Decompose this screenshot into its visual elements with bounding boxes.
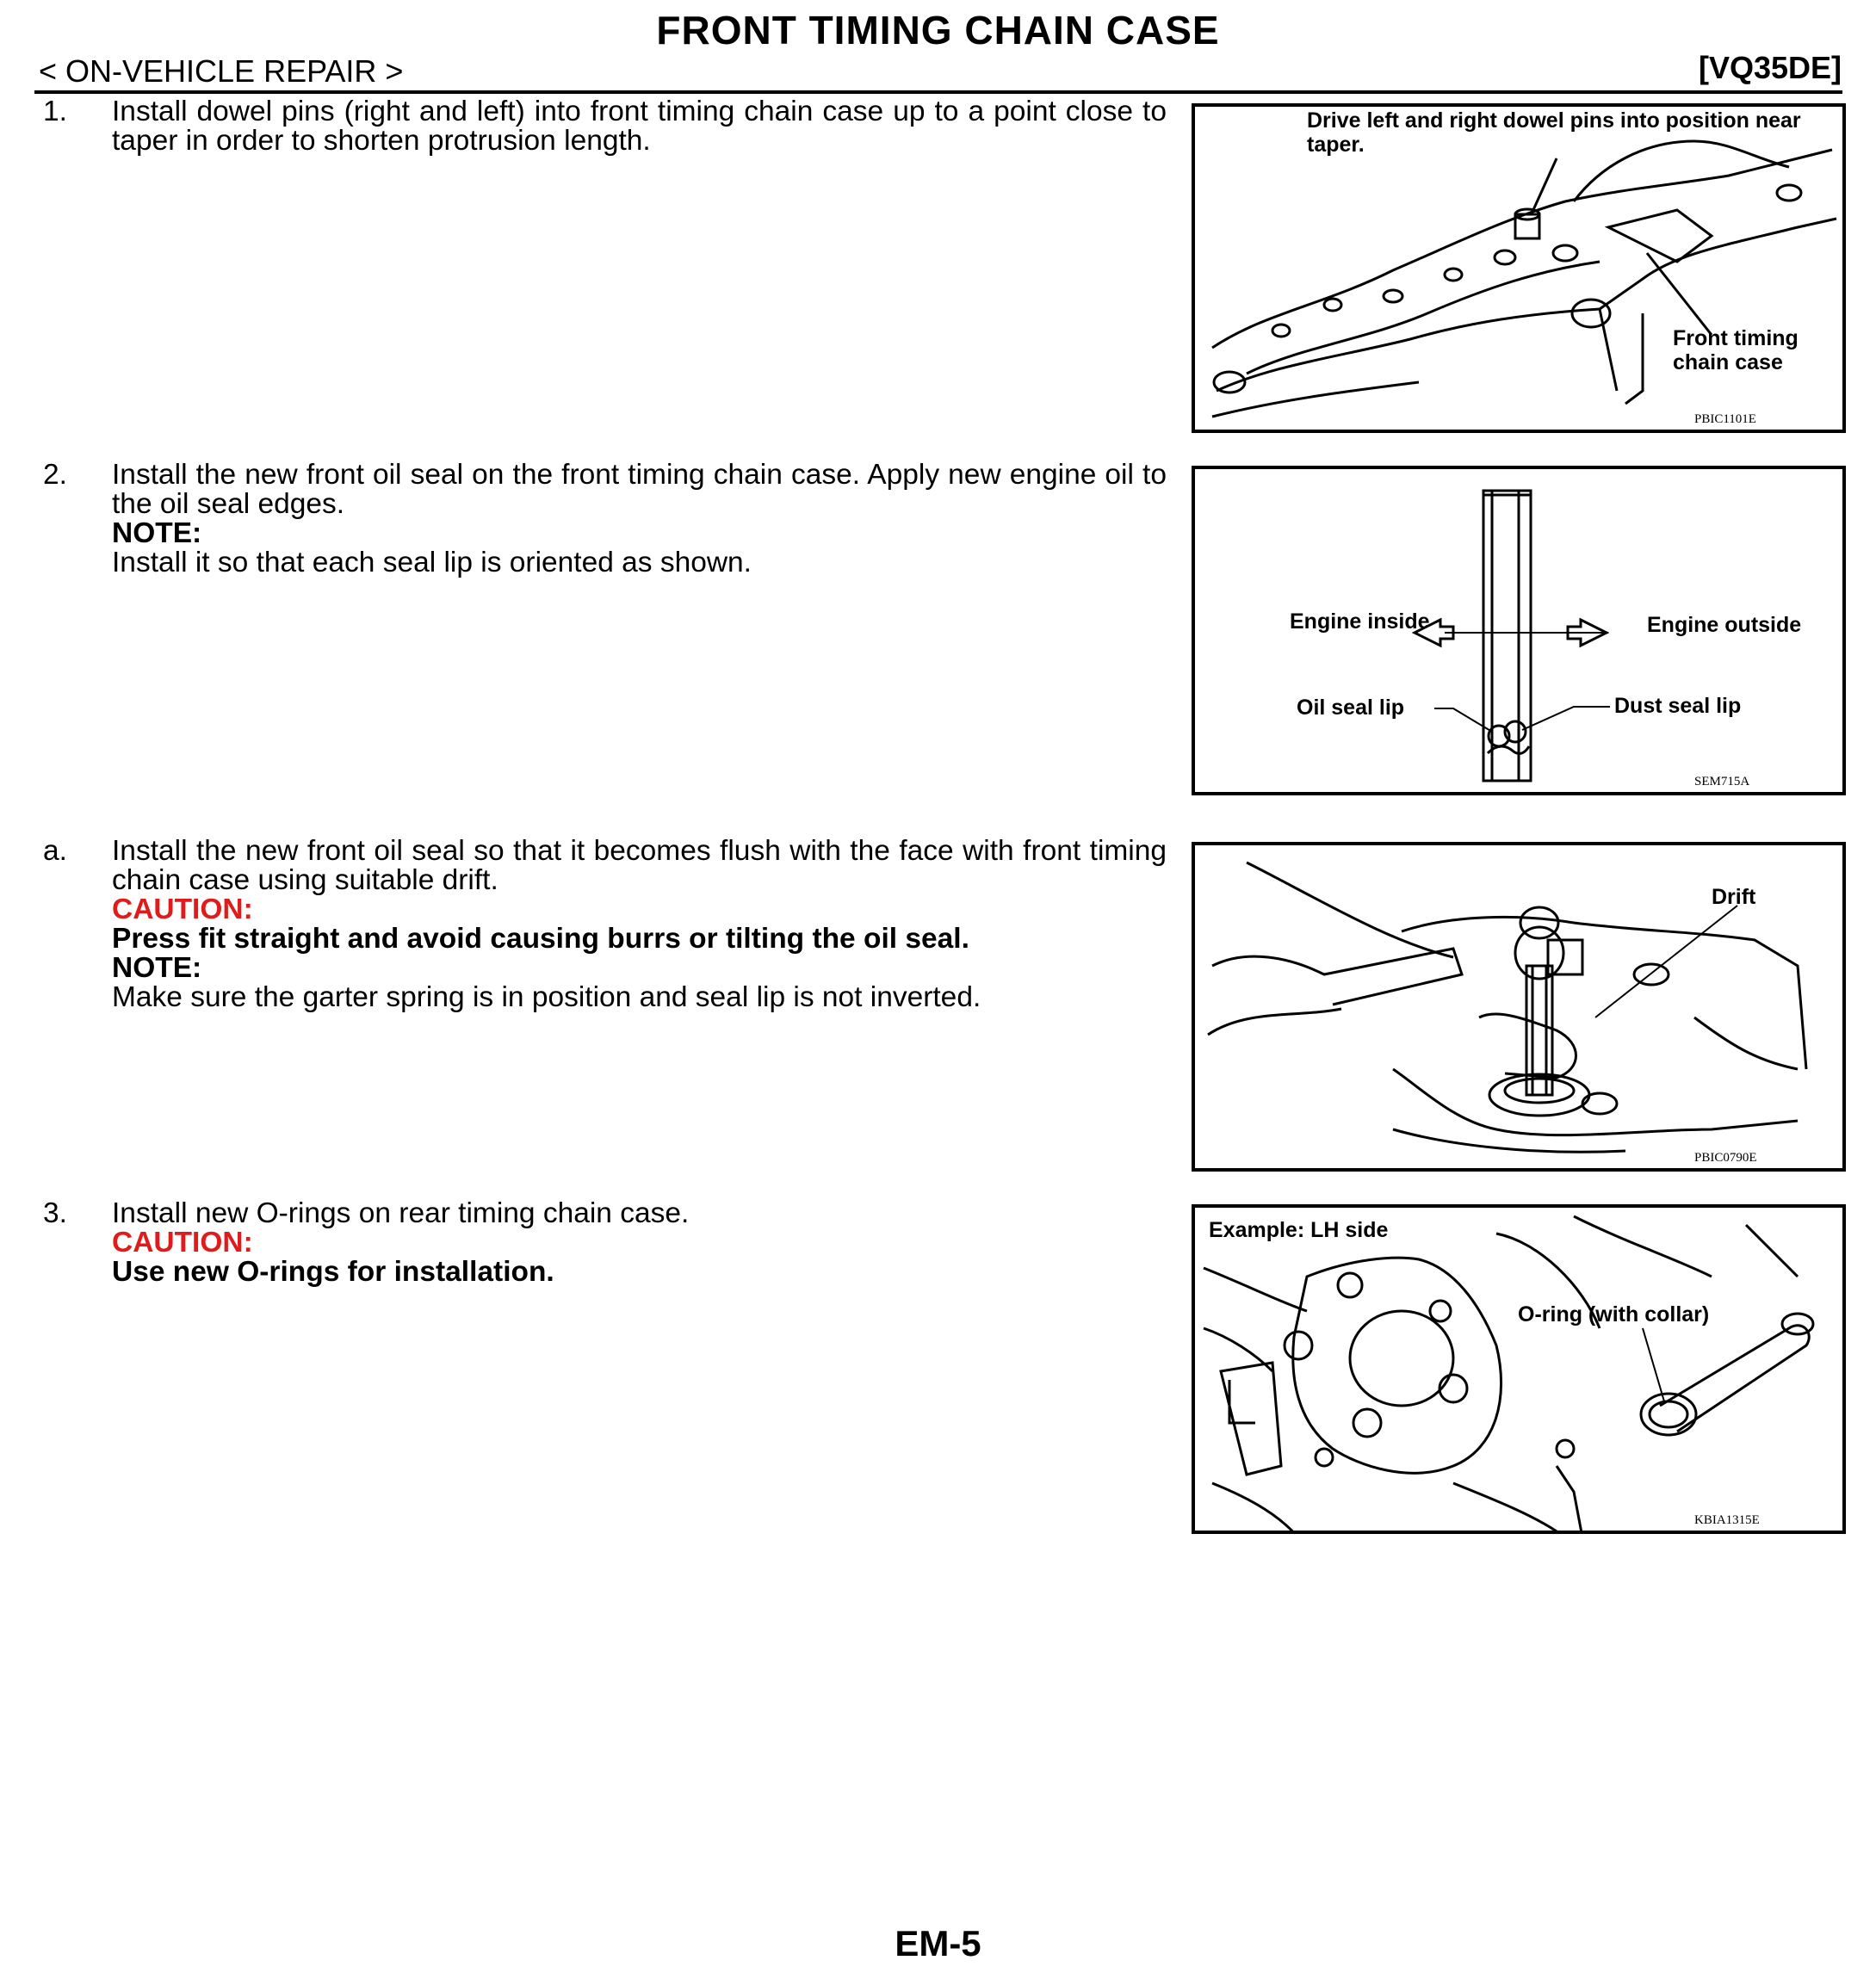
o-ring-illustration [1195,1208,1846,1534]
step-text: Install dowel pins (right and left) into front timing chain case up to a point close to taper in order to shorten protrusion length. [112,96,1167,157]
figure-code: SEM715A [1694,775,1750,789]
caution-label: CAUTION: [112,1227,253,1259]
figure-seal-lip [1192,466,1846,795]
figure-dowel-pins [1192,103,1846,433]
step-text: Install new O-rings on rear timing chain case. [112,1197,690,1229]
figure-code: KBIA1315E [1694,1513,1760,1527]
figure-callout: Front timing chain case [1673,326,1799,374]
step-text: Install the new front oil seal on the front timing chain case. Apply new engine oil to the oil seal edges. [112,459,1167,520]
engine-outside-label: Engine outside [1647,613,1802,637]
step-number: a. [43,835,67,867]
page-title: FRONT TIMING CHAIN CASE [656,8,1220,53]
figure-callout: Drive left and right dowel pins into position near taper. [1307,108,1801,157]
step-number: 1. [43,96,67,127]
note-text: Install it so that each seal lip is oriented as shown. [112,547,752,578]
caution-label: CAUTION: [112,894,253,925]
oil-seal-lip-label: Oil seal lip [1297,696,1405,720]
figure-code: PBIC0790E [1694,1151,1757,1165]
figure-o-rings [1192,1204,1846,1534]
drift-label: Drift [1712,885,1756,909]
o-ring-label: O-ring (with collar) [1518,1302,1710,1327]
step-a [43,837,1167,1012]
step-3 [43,1199,1167,1287]
step-1 [43,97,1167,156]
dust-seal-lip-label: Dust seal lip [1614,694,1742,718]
note-text: Make sure the garter spring is in position and seal lip is not inverted. [112,981,981,1013]
figure-drift [1192,842,1846,1172]
header-rule [34,90,1842,94]
section-label: < ON-VEHICLE REPAIR > [39,53,404,89]
engine-code: [VQ35DE] [1698,50,1842,85]
step-2 [43,461,1167,578]
step-number: 3. [43,1197,67,1229]
note-label: NOTE: [112,952,202,984]
caution-text: Use new O-rings for installation. [112,1256,554,1288]
example-label: Example: LH side [1209,1218,1389,1242]
note-label: NOTE: [112,517,202,549]
step-text: Install the new front oil seal so that it becomes flush with the face with front timing chain case using suitable drift. [112,835,1167,896]
engine-inside-label: Engine inside [1290,609,1430,634]
figure-code: PBIC1101E [1694,412,1756,426]
caution-text: Press fit straight and avoid causing burrs or tilting the oil seal. [112,923,969,955]
step-number: 2. [43,459,67,491]
page-number: EM-5 [895,1923,981,1964]
